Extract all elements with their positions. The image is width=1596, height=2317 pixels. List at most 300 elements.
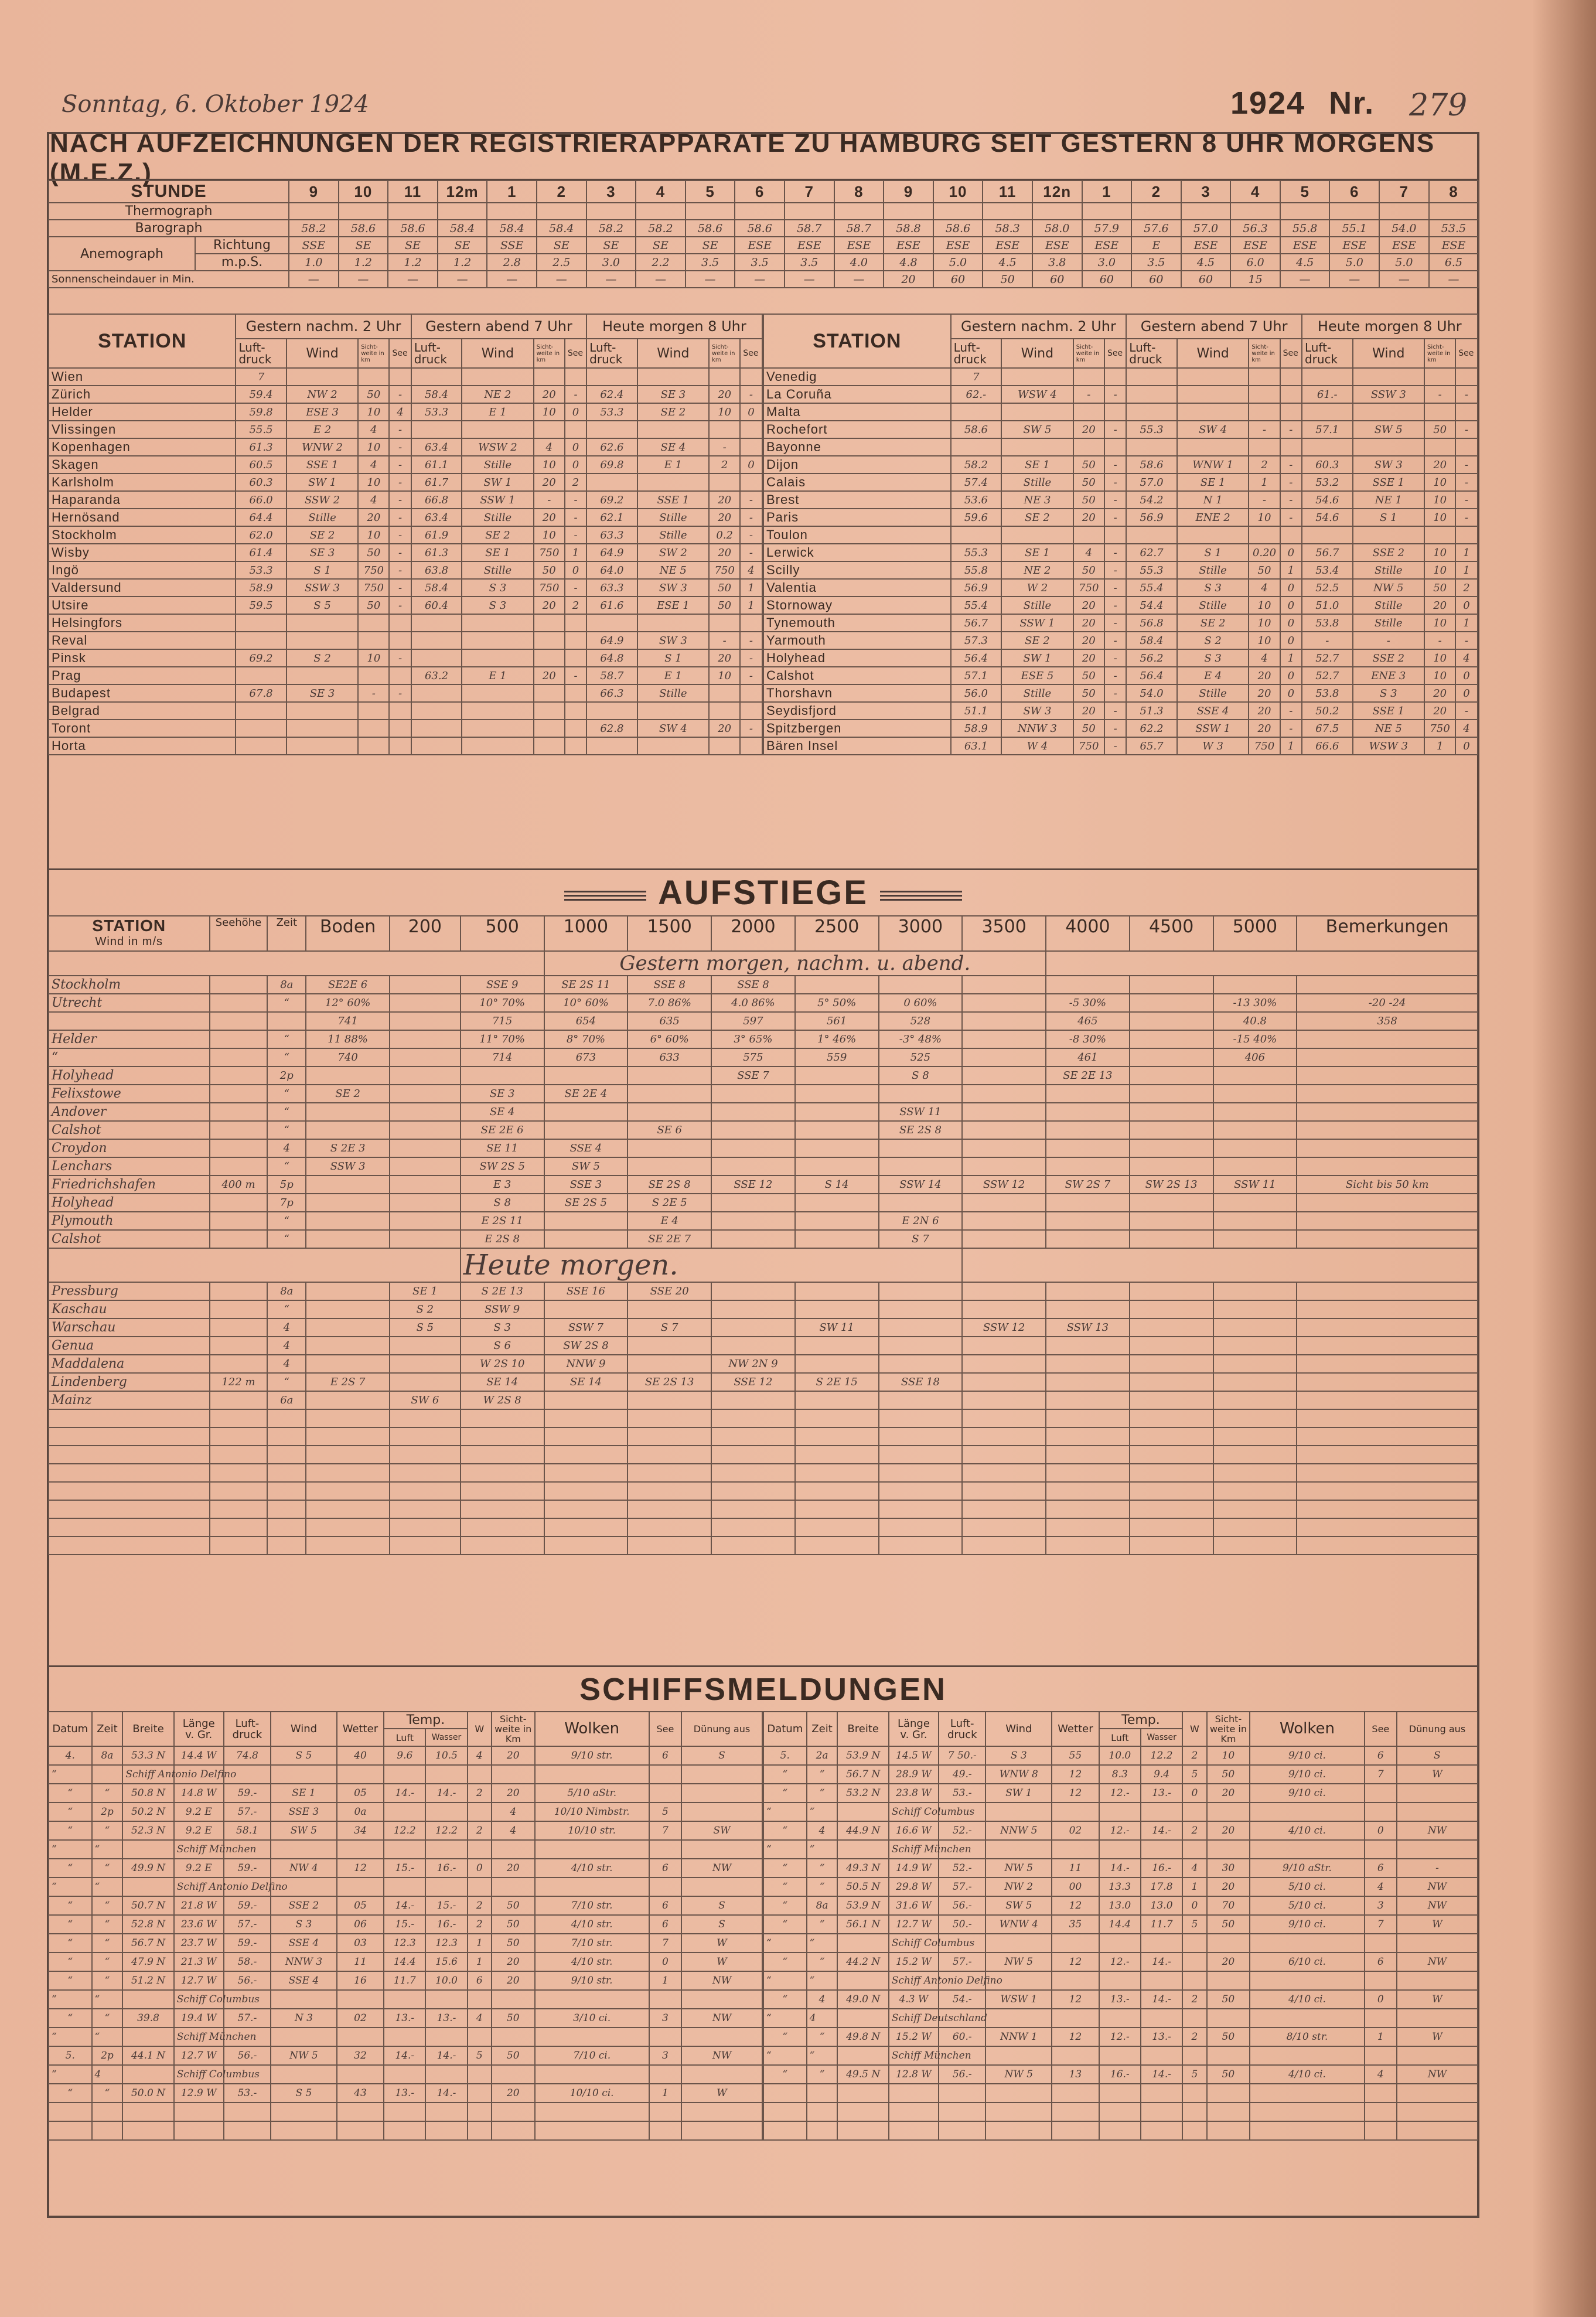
schiff-row [763, 1784, 1478, 1803]
schiff-cell: 14.- [384, 1896, 425, 1915]
station-value: 54.2 [1126, 491, 1177, 509]
aufstiege-cell [1046, 1103, 1130, 1121]
wind-header: Wind [1001, 339, 1073, 368]
station-value: 50 [358, 544, 389, 561]
station-row [763, 421, 1478, 438]
schiff-cell: 1 [468, 1934, 492, 1953]
station-value: NW 2 [287, 386, 358, 403]
stunde-label: STUNDE [49, 180, 289, 203]
schiff-cell: W [1397, 2028, 1478, 2046]
empty-cell [962, 1248, 1478, 1282]
aufstiege-cell: SSW 13 [1046, 1318, 1130, 1337]
schiff-row [49, 1934, 762, 1953]
station-value: WSW 2 [462, 438, 533, 456]
hour-cell: 4 [1230, 180, 1280, 203]
schiff-cell [681, 1990, 762, 2009]
aufstiege-cell: 2p [267, 1066, 306, 1085]
station-value: 1 [1249, 473, 1280, 491]
station-value [1455, 403, 1477, 421]
station-value: 0 [565, 438, 586, 456]
station-value: SE 1 [1001, 456, 1073, 473]
schiff-cell [1141, 2009, 1182, 2028]
schiff-cell [1365, 2009, 1397, 2028]
aufstiege-cell [267, 1012, 306, 1030]
schiff-cell [122, 1840, 173, 1859]
empty-cell [544, 1536, 628, 1555]
empty-cell [390, 1500, 461, 1518]
empty-cell [1213, 1482, 1297, 1500]
empty-cell [390, 1482, 461, 1500]
station-value: 10 [534, 456, 565, 473]
station-value [1104, 403, 1126, 421]
station-value: SE 2 [1001, 509, 1073, 526]
station-value: SW 3 [637, 632, 709, 649]
station-value [637, 421, 709, 438]
schiff-cell [337, 1990, 384, 2009]
station-row [763, 649, 1478, 667]
station-value: 54.4 [1126, 597, 1177, 614]
station-value: Stille [1001, 473, 1073, 491]
aufstiege-cell [1297, 1139, 1478, 1157]
barograph-cell: 58.6 [686, 220, 735, 237]
station-value: - [740, 632, 762, 649]
aufstiege-cell [795, 1121, 879, 1139]
schiff-row [49, 1953, 762, 1971]
station-value: 1 [1455, 614, 1477, 632]
schiff-row [763, 2046, 1478, 2065]
empty-cell [544, 1518, 628, 1536]
section-today-row [49, 1248, 1478, 1282]
schiff-cell [681, 1765, 762, 1784]
aufstiege-cell [390, 1085, 461, 1103]
empty-cell [1130, 1427, 1213, 1446]
schiff-table-left [48, 1711, 763, 2141]
station-value: Stille [1353, 614, 1425, 632]
station-name: Venedig [763, 368, 951, 386]
schiff-cell: 56.- [224, 1971, 271, 1990]
schiff-cell: 12.7 W [174, 1971, 224, 1990]
station-name: Prag [49, 667, 236, 684]
station-name: Stockholm [49, 526, 236, 544]
schiff-cell [1250, 1971, 1365, 1990]
thermograph-cell [289, 203, 339, 220]
schiff-cell [492, 1840, 535, 1859]
barograph-cell: 56.3 [1230, 220, 1280, 237]
station-value [1104, 438, 1126, 456]
mps-label: m.p.S. [195, 254, 289, 271]
station-value: 64.8 [586, 649, 637, 667]
station-row [49, 473, 763, 491]
station-value [534, 737, 565, 755]
station-value: 61.- [1302, 386, 1353, 403]
schiff-cell [468, 1990, 492, 2009]
station-value: - [1249, 421, 1280, 438]
empty-cell [461, 1536, 544, 1555]
schiff-cell: 03 [337, 1934, 384, 1953]
station-value: - [358, 684, 389, 702]
station-value: 53.8 [1302, 614, 1353, 632]
station-value: E 1 [462, 667, 533, 684]
empty-cell [1213, 1446, 1297, 1464]
aufstiege-cell: Utrecht [49, 994, 210, 1012]
sonnen-cell: — [636, 271, 686, 288]
empty-cell [210, 1536, 268, 1555]
aufstiege-cell [879, 1300, 963, 1318]
station-value: 57.4 [951, 473, 1002, 491]
station-value: - [565, 491, 586, 509]
schiff-cell: 10/10 Nimbstr. [535, 1803, 649, 1821]
station-value: 67.8 [236, 684, 286, 702]
aufstiege-cell: Calshot [49, 1121, 210, 1139]
schiff-cell [837, 2046, 888, 2065]
sonnen-cell: 60 [1082, 271, 1132, 288]
aufstiege-cell: SE 2S 11 [544, 976, 628, 994]
schiff-cell: 21.3 W [174, 1953, 224, 1971]
sonnen-cell: 60 [1181, 271, 1231, 288]
station-value: W 4 [1001, 737, 1073, 755]
station-value: 69.2 [586, 491, 637, 509]
schiff-cell: “ [92, 1878, 123, 1896]
richtung-cell: ESE [1230, 237, 1280, 254]
empty-cell [837, 2103, 888, 2121]
station-value: S 1 [1353, 509, 1425, 526]
schiff-cell [1099, 1934, 1141, 1953]
station-value: NE 5 [1353, 720, 1425, 737]
station-value: WNW 2 [287, 438, 358, 456]
aufstiege-cell: SE 14 [461, 1373, 544, 1391]
schiff-cell: Schiff Columbus [889, 1934, 939, 1953]
aufstiege-cell [628, 1300, 711, 1318]
station-value: E 4 [1177, 667, 1249, 684]
station-row [763, 544, 1478, 561]
aufstiege-row [49, 1048, 1478, 1066]
sonnen-cell: — [339, 271, 388, 288]
station-value [411, 684, 462, 702]
station-value: 55.8 [951, 561, 1002, 579]
barograph-cell: 58.4 [537, 220, 586, 237]
aufstiege-cell: 465 [1046, 1012, 1130, 1030]
aufstiege-cell [1297, 1391, 1478, 1409]
empty-cell [390, 1536, 461, 1555]
schiff-cell: “ [49, 2009, 92, 2028]
empty-cell [390, 1464, 461, 1482]
station-value: - [1104, 614, 1126, 632]
schiff-cell: S 3 [985, 1746, 1052, 1765]
station-value [358, 368, 389, 386]
station-value: 64.9 [586, 544, 637, 561]
station-value [411, 702, 462, 720]
station-row [49, 597, 763, 614]
empty-cell [985, 2103, 1052, 2121]
empty-cell [1297, 1536, 1478, 1555]
aufstiege-cell: Holyhead [49, 1066, 210, 1085]
mps-cell: 3.5 [785, 254, 834, 271]
station-value: 58.7 [586, 667, 637, 684]
station-value [236, 614, 286, 632]
station-value: 1 [1280, 649, 1302, 667]
aufstiege-cell: 8a [267, 976, 306, 994]
schiff-cell: 13.- [384, 2009, 425, 2028]
schiff-cell [1207, 2046, 1250, 2065]
station-value [389, 614, 411, 632]
empty-cell [306, 1427, 390, 1446]
aufstiege-cell: 715 [461, 1012, 544, 1030]
empty-cell [267, 1536, 306, 1555]
mps-cell: 6.5 [1429, 254, 1479, 271]
schiff-cell: SW 5 [985, 1896, 1052, 1915]
aufstiege-cell: Helder [49, 1030, 210, 1048]
thermograph-cell [537, 203, 586, 220]
station-row [763, 597, 1478, 614]
schiff-cell [1182, 1953, 1206, 1971]
aufstiege-cell [390, 1139, 461, 1157]
empty-cell [879, 1500, 963, 1518]
empty-cell [390, 1427, 461, 1446]
schiff-cell [271, 1840, 337, 1859]
station-value: SE 3 [287, 544, 358, 561]
station-value: 64.0 [586, 561, 637, 579]
empty-cell [1250, 2084, 1365, 2103]
station-value: 10 [1249, 632, 1280, 649]
sichtweite-header: Sicht-weite in km [709, 339, 740, 368]
station-row [49, 456, 763, 473]
aufstiege-cell: NNW 9 [544, 1355, 628, 1373]
station-value: NW 5 [1353, 579, 1425, 597]
empty-cell [306, 1409, 390, 1427]
schiff-cell: 14.5 W [889, 1746, 939, 1765]
aufstiege-cell: SE 2E 7 [628, 1230, 711, 1248]
station-value: - [1073, 386, 1104, 403]
empty-cell [49, 1500, 210, 1518]
aufstiege-row [49, 1318, 1478, 1337]
station-value: 62.1 [586, 509, 637, 526]
station-row [49, 649, 763, 667]
schiff-header-row [49, 1712, 762, 1729]
station-name: Hernösand [49, 509, 236, 526]
schiff-cell [1182, 1840, 1206, 1859]
station-value: 59.8 [236, 403, 286, 421]
aufstiege-cell [795, 1355, 879, 1373]
hour-cell: 1 [487, 180, 537, 203]
station-name: Karlsholm [49, 473, 236, 491]
station-name: Malta [763, 403, 951, 421]
schiff-row [49, 1784, 762, 1803]
station-value: 750 [534, 579, 565, 597]
luftdruck-header: Luft-druck [586, 339, 637, 368]
schiff-cell: SSE 3 [271, 1803, 337, 1821]
aufstiege-cell [544, 1212, 628, 1230]
schiff-cell: W [1397, 1990, 1478, 2009]
station-value [565, 614, 586, 632]
station-value: 61.1 [411, 456, 462, 473]
aufstiege-cell [1297, 1373, 1478, 1391]
schiff-cell: 59.- [224, 1934, 271, 1953]
schiff-cell: 4. [49, 1746, 92, 1765]
schiff-row [49, 1915, 762, 1934]
station-value: 53.3 [586, 403, 637, 421]
station-value [1073, 403, 1104, 421]
schiff-cell: 50 [492, 1896, 535, 1915]
schiff-cell: 14.4 W [174, 1746, 224, 1765]
sonnen-cell: — [1329, 271, 1379, 288]
barograph-cell: 58.2 [289, 220, 339, 237]
station-name: Helder [49, 403, 236, 421]
station-name: Thorshavn [763, 684, 951, 702]
aufstiege-row [49, 1085, 1478, 1103]
mps-cell: 2.2 [636, 254, 686, 271]
schiff-cell: 10.0 [425, 1971, 467, 1990]
schiff-cell: 50 [492, 2046, 535, 2065]
schiff-cell [468, 1765, 492, 1784]
schiff-cell [492, 1990, 535, 2009]
aufstiege-cell: 5p [267, 1175, 306, 1194]
thermograph-cell [884, 203, 933, 220]
luftdruck-header: Luft-druck [1302, 339, 1353, 368]
schiff-cell: 14.9 W [889, 1859, 939, 1878]
schiff-cell [468, 2084, 492, 2103]
aufstiege-cell [390, 994, 461, 1012]
empty-cell [649, 2121, 681, 2140]
station-value [1280, 386, 1302, 403]
aufstiege-cell [962, 1121, 1046, 1139]
aufstiege-cell [711, 1318, 795, 1337]
schiff-cell: 3 [1365, 1896, 1397, 1915]
station-value: 50 [358, 386, 389, 403]
empty-cell [210, 1482, 268, 1500]
aufstiege-cell [1046, 1391, 1130, 1409]
station-value: 4 [358, 421, 389, 438]
aufstiege-cell [210, 1212, 268, 1230]
aufstiege-cell [1213, 1391, 1297, 1409]
aufstiege-cell [210, 1391, 268, 1409]
hour-cell: 2 [1131, 180, 1181, 203]
schiff-cell: 14.- [1141, 1821, 1182, 1840]
station-value [740, 473, 762, 491]
station-name: Budapest [49, 684, 236, 702]
schiff-cell [337, 2028, 384, 2046]
station-value: Stille [287, 509, 358, 526]
schiff-cell: 20 [1207, 1821, 1250, 1840]
sonnen-cell: 15 [1230, 271, 1280, 288]
station-row [763, 614, 1478, 632]
aufstiege-row [49, 1066, 1478, 1085]
station-value: 0 [1455, 597, 1477, 614]
aufstiege-row [49, 1175, 1478, 1194]
station-value [1353, 403, 1425, 421]
schiff-cell [1397, 2009, 1478, 2028]
group-gestern-abend: Gestern abend 7 Uhr [1126, 314, 1302, 339]
empty-cell [837, 2121, 888, 2140]
station-value: 1 [740, 579, 762, 597]
schiff-cell: 00 [1052, 1878, 1099, 1896]
schiff-cell [1141, 2046, 1182, 2065]
schiff-cell: 52.8 N [122, 1915, 173, 1934]
schiff-cell [1365, 1934, 1397, 1953]
schiff-cell: 9/10 ci. [1250, 1746, 1365, 1765]
station-value: 50 [1073, 491, 1104, 509]
station-name: Bären Insel [763, 737, 951, 755]
schiff-cell: 3 [649, 2046, 681, 2065]
empty-cell [1141, 2121, 1182, 2140]
station-value: SE 2 [637, 403, 709, 421]
richtung-cell: ESE [1280, 237, 1330, 254]
schiff-cell: 9/10 aStr. [1250, 1859, 1365, 1878]
station-value: - [740, 667, 762, 684]
barograph-cell: 58.6 [933, 220, 983, 237]
mps-cell: 4.8 [884, 254, 933, 271]
schiff-cell: 12.2 [425, 1821, 467, 1840]
schiff-cell: 14.- [1141, 2065, 1182, 2084]
schiff-cell: 9.2 E [174, 1859, 224, 1878]
empty-cell [461, 1409, 544, 1427]
schiff-cell: S [681, 1746, 762, 1765]
aufstiege-cell [628, 1085, 711, 1103]
schiff-cell [468, 2065, 492, 2084]
station-row [49, 579, 763, 597]
station-value: 4 [358, 491, 389, 509]
schiff-cell: 10/10 str. [535, 1821, 649, 1840]
empty-cell [544, 1427, 628, 1446]
aufstiege-cell [1213, 1085, 1297, 1103]
aufstiege-cell [306, 1391, 390, 1409]
station-value: 59.4 [236, 386, 286, 403]
schiff-cell: 2p [92, 1803, 123, 1821]
station-name: La Coruña [763, 386, 951, 403]
schiff-row [763, 1953, 1478, 1971]
aufstiege-cell [711, 1194, 795, 1212]
schiff-cell: 30 [1207, 1859, 1250, 1878]
station-name: Brest [763, 491, 951, 509]
station-value [462, 649, 533, 667]
station-value [740, 614, 762, 632]
schiff-cell: Schiff München [174, 1840, 224, 1859]
schiff-header-cell: Wolken [535, 1712, 649, 1746]
barograph-cell: 58.2 [586, 220, 636, 237]
barograph-cell: 58.4 [438, 220, 487, 237]
station-value: - [1455, 386, 1477, 403]
schiff-cell: SW 5 [271, 1821, 337, 1840]
station-value: NE 1 [1353, 491, 1425, 509]
aufstiege-empty-row [49, 1446, 1478, 1464]
aufstiege-cell [1130, 1373, 1213, 1391]
station-value: SE 4 [637, 438, 709, 456]
station-value [1073, 526, 1104, 544]
schiff-cell: 14.- [384, 1784, 425, 1803]
station-value: 20 [1073, 509, 1104, 526]
schiff-cell: 14.4 [1099, 1915, 1141, 1934]
station-value: 0 [565, 403, 586, 421]
aufstiege-cell: “ [267, 1373, 306, 1391]
aufstiege-cell: 10° 70% [461, 994, 544, 1012]
schiff-cell: 6 [1365, 1746, 1397, 1765]
schiff-cell: “ [763, 1803, 807, 1821]
empty-cell [122, 2103, 173, 2121]
schiff-cell: 16 [337, 1971, 384, 1990]
schiff-cell: 39.8 [122, 2009, 173, 2028]
station-value: 20 [1249, 684, 1280, 702]
station-value [1073, 438, 1104, 456]
station-value: - [565, 526, 586, 544]
station-row [763, 386, 1478, 403]
aufstiege-cell [1297, 1066, 1478, 1085]
station-value: SSW 3 [1353, 386, 1425, 403]
station-value: Stille [462, 456, 533, 473]
barograph-row [49, 220, 1478, 237]
station-value: Stille [1001, 597, 1073, 614]
schiff-cell: 2 [1182, 1746, 1206, 1765]
schiff-cell: 9/10 str. [535, 1971, 649, 1990]
schiff-cell [535, 2028, 649, 2046]
